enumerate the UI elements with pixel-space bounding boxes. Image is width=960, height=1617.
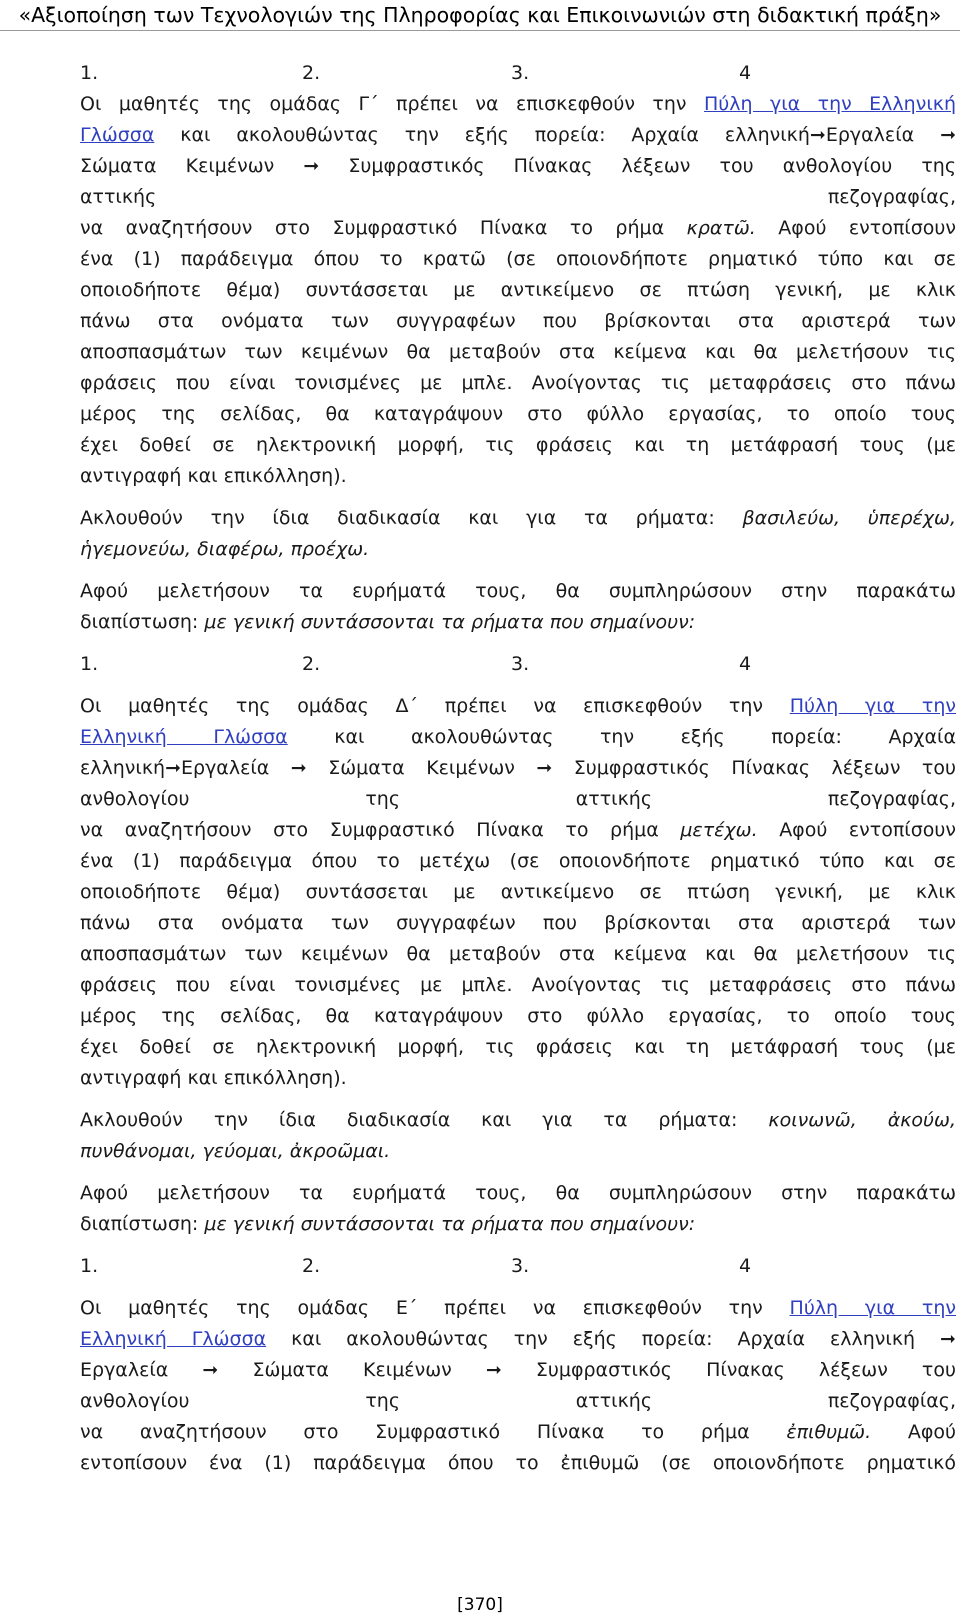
text-line: οποιοδήποτε θέμα) συντάσσεται με αντικείμενο σε πτώση γενική, με κλικ — [80, 881, 956, 903]
text-line: Εργαλεία ➞ Σώματα Κειμένων ➞ Συμφραστικός Πίνακας λέξεων του — [80, 1359, 956, 1381]
paragraph-group-d — [80, 691, 956, 1251]
text-line: ἡγεμονεύω, διαφέρω, προέχω. — [80, 538, 370, 560]
text-line: έχει δοθεί σε ηλεκτρονική μορφή, τις φράσεις και τη μετάφρασή τους (με — [80, 1036, 956, 1058]
text-line: να αναζητήσουν στο Συμφραστικό Πίνακα το ρήμα κρατῶ. Αφού εντοπίσουν — [80, 217, 957, 239]
text-line: αποσπασμάτων των κειμένων θα μεταβούν στα κείμενα και θα μελετήσουν τις — [80, 341, 956, 363]
header-divider — [0, 30, 960, 31]
document-body — [80, 58, 956, 1479]
text-line: έχει δοθεί σε ηλεκτρονική μορφή, τις φράσεις και τη μετάφρασή τους (με — [80, 434, 956, 456]
paragraph-group-e — [80, 1293, 956, 1479]
number-item: 3. — [511, 62, 530, 84]
text-line: φράσεις που είναι τονισμένες με μπλε. Ανοίγοντας τις μεταφράσεις στο πάνω — [80, 372, 956, 394]
text-line: αττικής πεζογραφίας, — [80, 186, 956, 208]
text-line: πάνω στα ονόματα των συγγραφέων που βρίσκονται στα αριστερά των — [80, 912, 956, 934]
number-item: 4 — [739, 653, 752, 675]
verb-highlight: ἐπιθυμῶ. — [786, 1421, 872, 1443]
number-item: 4 — [739, 62, 752, 84]
number-item: 1. — [80, 653, 99, 675]
portal-link[interactable]: Ελληνική Γλώσσα — [80, 726, 288, 748]
text-line: αντιγραφή και επικόλληση). — [80, 1067, 347, 1089]
number-item: 3. — [511, 653, 530, 675]
text-line: Οι μαθητές της ομάδας Ε΄ πρέπει να επισκεφθούν την Πύλη για την — [80, 1297, 956, 1319]
text-line: αντιγραφή και επικόλληση). — [80, 465, 347, 487]
text-line: μέρος της σελίδας, θα καταγράψουν στο φύλλο εργασίας, το οποίο τους — [80, 403, 956, 425]
verb-highlight: κρατῶ. — [686, 217, 756, 239]
portal-link[interactable]: Ελληνική Γλώσσα — [80, 1328, 267, 1350]
number-item: 3. — [511, 1255, 530, 1277]
text-line: Σώματα Κειμένων ➞ Συμφραστικός Πίνακας λέξεων του ανθολογίου της — [80, 155, 956, 177]
number-item: 2. — [302, 653, 321, 675]
text-line: Γλώσσα και ακολουθώντας την εξής πορεία: Αρχαία ελληνική➞Εργαλεία ➞ — [80, 124, 956, 146]
text-line: φράσεις που είναι τονισμένες με μπλε. Ανοίγοντας τις μεταφράσεις στο πάνω — [80, 974, 956, 996]
portal-link[interactable]: Πύλη για την — [789, 695, 957, 717]
text-line: ανθολογίου της αττικής πεζογραφίας, — [80, 788, 956, 810]
text-line: να αναζητήσουν στο Συμφραστικό Πίνακα το ρήμα ἐπιθυμῶ. Αφού — [80, 1421, 956, 1443]
portal-link[interactable]: Γλώσσα — [80, 124, 155, 146]
text-line: πάνω στα ονόματα των συγγραφέων που βρίσκονται στα αριστερά των — [80, 310, 956, 332]
numbering-row — [80, 1251, 956, 1282]
text-line: πυνθάνομαι, γεύομαι, ἀκροῶμαι. — [80, 1140, 391, 1162]
text-line: Οι μαθητές της ομάδας Γ΄ πρέπει να επισκεφθούν την Πύλη για την Ελληνική — [80, 93, 956, 115]
number-item: 2. — [302, 62, 321, 84]
text-line: να αναζητήσουν στο Συμφραστικό Πίνακα το ρήμα μετέχω. Αφού εντοπίσουν — [80, 819, 956, 841]
text-line: ένα (1) παράδειγμα όπου το μετέχω (σε οποιονδήποτε ρηματικό τύπο και σε — [80, 850, 956, 872]
number-item: 4 — [739, 1255, 752, 1277]
portal-link[interactable]: Πύλη για την Ελληνική — [703, 93, 956, 115]
page-number: [370] — [457, 1595, 503, 1615]
number-item: 2. — [302, 1255, 321, 1277]
text-line: Ακλουθούν την ίδια διαδικασία και για τα ρήματα: βασιλεύω, ὑπερέχω, — [80, 507, 956, 529]
number-item: 1. — [80, 62, 99, 84]
text-line: ένα (1) παράδειγμα όπου το κρατῶ (σε οποιονδήποτε ρηματικό τύπο και σε — [80, 248, 956, 270]
text-line: ανθολογίου της αττικής πεζογραφίας, — [80, 1390, 956, 1412]
text-line: Ελληνική Γλώσσα και ακολουθώντας την εξής πορεία: Αρχαία — [80, 726, 956, 748]
text-line: Αφού μελετήσουν τα ευρήματά τους, θα συμπληρώσουν στην παρακάτω — [80, 1182, 956, 1204]
running-header: «Αξιοποίηση των Τεχνολογιών της Πληροφορίας και Επικοινωνιών στη διδακτική πράξη» — [18, 3, 942, 27]
text-line: Αφού μελετήσουν τα ευρήματά τους, θα συμπληρώσουν στην παρακάτω — [80, 580, 956, 602]
text-line: διαπίστωση: με γενική συντάσσονται τα ρήματα που σημαίνουν: — [80, 1213, 696, 1235]
numbering-row — [80, 58, 956, 89]
paragraph-group-c — [80, 89, 956, 649]
text-line: Ακλουθούν την ίδια διαδικασία και για τα ρήματα: κοινωνῶ, ἀκούω, — [80, 1109, 956, 1131]
text-line: οποιοδήποτε θέμα) συντάσσεται με αντικείμενο σε πτώση γενική, με κλικ — [80, 279, 956, 301]
text-line: Ελληνική Γλώσσα και ακολουθώντας την εξής πορεία: Αρχαία ελληνική ➞ — [80, 1328, 956, 1350]
text-line: διαπίστωση: με γενική συντάσσονται τα ρήματα που σημαίνουν: — [80, 611, 696, 633]
number-item: 1. — [80, 1255, 99, 1277]
numbering-row — [80, 649, 956, 680]
text-line: μέρος της σελίδας, θα καταγράψουν στο φύλλο εργασίας, το οποίο τους — [80, 1005, 956, 1027]
text-line: ελληνική➞Εργαλεία ➞ Σώματα Κειμένων ➞ Συμφραστικός Πίνακας λέξεων του — [80, 757, 956, 779]
verb-highlight: μετέχω. — [680, 819, 758, 841]
text-line: εντοπίσουν ένα (1) παράδειγμα όπου το ἐπιθυμῶ (σε οποιονδήποτε ρηματικό — [80, 1452, 956, 1474]
text-line: αποσπασμάτων των κειμένων θα μεταβούν στα κείμενα και θα μελετήσουν τις — [80, 943, 956, 965]
text-line: Οι μαθητές της ομάδας Δ΄ πρέπει να επισκεφθούν την Πύλη για την — [80, 695, 957, 717]
portal-link[interactable]: Πύλη για την — [789, 1297, 956, 1319]
